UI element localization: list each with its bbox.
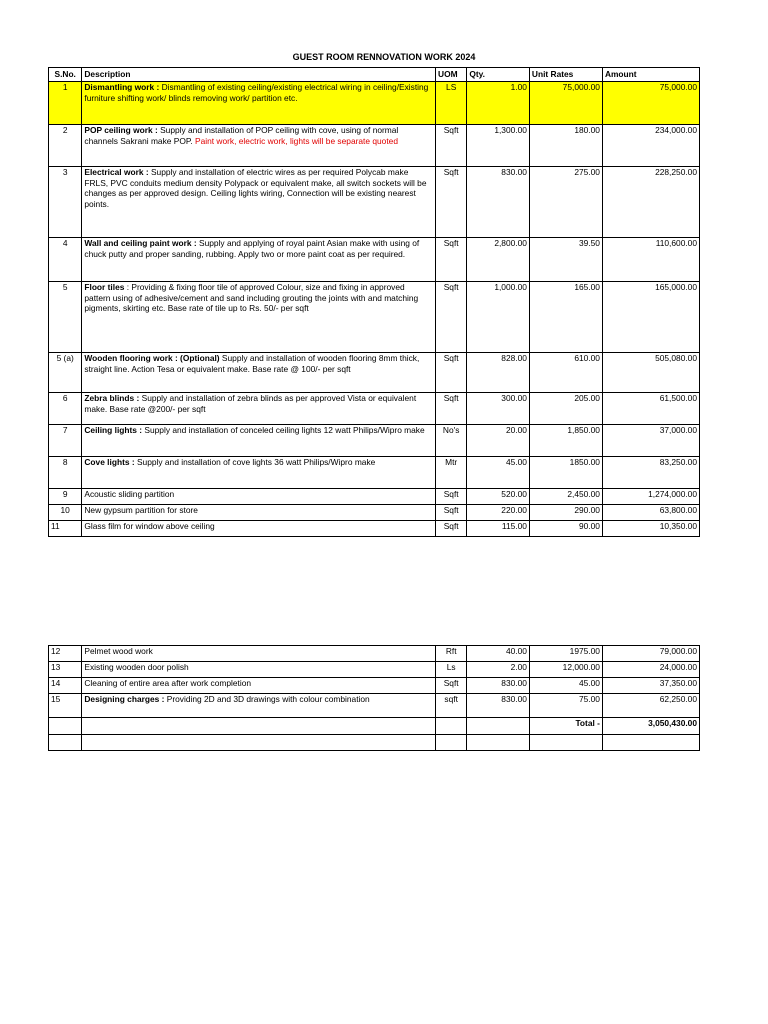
row-sno: 10: [49, 505, 82, 521]
item-description: Supply and installation of cove lights 36 watt Philips/Wipro make: [134, 457, 376, 467]
row-unit-rate: 290.00: [529, 505, 602, 521]
row-sno: 4: [49, 238, 82, 282]
row-qty: 115.00: [467, 521, 530, 537]
total-row: [49, 718, 700, 735]
row-description: [82, 282, 436, 353]
item-title: Dismantling work :: [84, 82, 160, 92]
row-amount: 234,000.00: [602, 125, 699, 167]
row-amount: 10,350.00: [602, 521, 699, 537]
estimate-table: [48, 67, 700, 537]
row-description: [82, 662, 436, 678]
empty-cell: [467, 718, 530, 735]
row-qty: 1.00: [467, 82, 530, 125]
empty-cell: [49, 718, 82, 735]
table-row: [49, 82, 700, 125]
table-row: [49, 678, 700, 694]
row-uom: Sqft: [436, 282, 467, 353]
row-sno: 5 (a): [49, 353, 82, 393]
row-uom: Sqft: [436, 678, 467, 694]
empty-cell: [602, 735, 699, 751]
row-unit-rate: 610.00: [529, 353, 602, 393]
row-qty: 830.00: [467, 678, 530, 694]
row-description: [82, 82, 436, 125]
row-uom: Sqft: [436, 505, 467, 521]
row-unit-rate: 90.00: [529, 521, 602, 537]
table-row: [49, 694, 700, 718]
row-amount: 79,000.00: [602, 646, 699, 662]
row-qty: 2.00: [467, 662, 530, 678]
row-description: [82, 505, 436, 521]
item-description: Supply and applying of royal paint Asian make with using of chuck putty and proper sanding, rubbing. Apply two or more paint coat as per required.: [84, 238, 420, 259]
row-qty: 220.00: [467, 505, 530, 521]
item-description: Supply and installation of wooden flooring 8mm thick, straight line. Action Tesa or equivalent make. Base rate @ 100/- per sqft: [84, 353, 420, 374]
row-qty: 45.00: [467, 457, 530, 489]
item-description: Supply and installation of electric wires as per required Polycab make FRLS, PVC conduits medium density Polypack or equivalent make, all switch sockets will be changes as per approved design. Ceiling lights wiring, Connection will be existing nearest points.: [84, 167, 427, 209]
row-unit-rate: 205.00: [529, 393, 602, 425]
row-unit-rate: 1,850.00: [529, 425, 602, 457]
item-description: Glass film for window above ceiling: [84, 521, 215, 531]
item-description: Providing 2D and 3D drawings with colour combination: [164, 694, 370, 704]
row-uom: Sqft: [436, 489, 467, 505]
row-unit-rate: 275.00: [529, 167, 602, 238]
row-amount: 62,250.00: [602, 694, 699, 718]
row-amount: 505,080.00: [602, 353, 699, 393]
empty-cell: [436, 718, 467, 735]
item-title: Floor tiles: [84, 282, 125, 292]
row-uom: Rft: [436, 646, 467, 662]
empty-cell: [82, 718, 436, 735]
row-amount: 37,000.00: [602, 425, 699, 457]
row-unit-rate: 2,450.00: [529, 489, 602, 505]
table-row: [49, 167, 700, 238]
item-description: Existing wooden door polish: [84, 662, 189, 672]
header-row: [49, 68, 700, 82]
table-row: [49, 662, 700, 678]
item-title: Cove lights :: [84, 457, 135, 467]
empty-cell: [436, 735, 467, 751]
row-sno: 9: [49, 489, 82, 505]
empty-cell: [529, 735, 602, 751]
row-amount: 83,250.00: [602, 457, 699, 489]
row-qty: 40.00: [467, 646, 530, 662]
row-sno: 1: [49, 82, 82, 125]
table-row: [49, 521, 700, 537]
table-row: [49, 238, 700, 282]
row-amount: 110,600.00: [602, 238, 699, 282]
table-row: [49, 646, 700, 662]
table-row: [49, 425, 700, 457]
row-sno: 8: [49, 457, 82, 489]
row-qty: 300.00: [467, 393, 530, 425]
row-sno: 14: [49, 678, 82, 694]
item-title: Designing charges :: [84, 694, 165, 704]
row-amount: 165,000.00: [602, 282, 699, 353]
item-note: Paint work, electric work, lights will be separate quoted: [195, 135, 398, 146]
item-description: Cleaning of entire area after work completion: [84, 678, 252, 688]
row-unit-rate: 180.00: [529, 125, 602, 167]
row-uom: Ls: [436, 662, 467, 678]
row-description: [82, 694, 436, 718]
header-sno: S.No.: [49, 68, 82, 82]
row-sno: 6: [49, 393, 82, 425]
row-qty: 520.00: [467, 489, 530, 505]
row-amount: 37,350.00: [602, 678, 699, 694]
table-row: [49, 393, 700, 425]
item-description: Supply and installation of conceled ceiling lights 12 watt Philips/Wipro make: [142, 425, 425, 435]
row-sno: 11: [49, 521, 82, 537]
row-description: [82, 125, 436, 167]
row-sno: 3: [49, 167, 82, 238]
item-description: Acoustic sliding partition: [84, 489, 175, 499]
row-amount: 61,500.00: [602, 393, 699, 425]
row-unit-rate: 75,000.00: [529, 82, 602, 125]
empty-cell: [49, 735, 82, 751]
row-uom: Sqft: [436, 393, 467, 425]
row-description: [82, 393, 436, 425]
row-description: [82, 353, 436, 393]
row-amount: 63,800.00: [602, 505, 699, 521]
row-qty: 1,300.00: [467, 125, 530, 167]
table-row: [49, 489, 700, 505]
item-description: Supply and installation of POP ceiling with cove, using of normal channels Sakrani make POP.: [84, 125, 399, 146]
row-uom: Sqft: [436, 353, 467, 393]
row-description: [82, 646, 436, 662]
row-description: [82, 678, 436, 694]
row-description: [82, 521, 436, 537]
row-amount: 228,250.00: [602, 167, 699, 238]
row-description: [82, 425, 436, 457]
empty-cell: [82, 735, 436, 751]
row-description: [82, 167, 436, 238]
row-uom: Sqft: [436, 125, 467, 167]
empty-cell: [467, 735, 530, 751]
row-uom: Mtr: [436, 457, 467, 489]
item-description: New gypsum partition for store: [84, 505, 198, 515]
row-description: [82, 489, 436, 505]
row-unit-rate: 165.00: [529, 282, 602, 353]
row-uom: Sqft: [436, 238, 467, 282]
item-description: Dismantling of existing ceiling/existing electrical wiring in ceiling/Existing furniture shifting work/ blinds removing work/ partition etc.: [84, 82, 429, 103]
table-row: [49, 505, 700, 521]
row-qty: 2,800.00: [467, 238, 530, 282]
item-description: : Providing & fixing floor tile of approved Colour, size and fixing in approved pattern using of adhesive/cement and sand including grouting the joints with and matching pigments, skirting etc. Base rate of tile up to Rs. 50/- per sqft: [84, 282, 419, 313]
item-title: POP ceiling work :: [84, 125, 158, 135]
row-sno: 12: [49, 646, 82, 662]
row-unit-rate: 75.00: [529, 694, 602, 718]
row-description: [82, 457, 436, 489]
row-amount: 1,274,000.00: [602, 489, 699, 505]
row-uom: LS: [436, 82, 467, 125]
row-amount: 24,000.00: [602, 662, 699, 678]
row-uom: Sqft: [436, 167, 467, 238]
row-qty: 20.00: [467, 425, 530, 457]
header-unit-rates: Unit Rates: [529, 68, 602, 82]
table-row: [49, 457, 700, 489]
row-sno: 13: [49, 662, 82, 678]
row-amount: 75,000.00: [602, 82, 699, 125]
empty-row: [49, 735, 700, 751]
row-sno: 15: [49, 694, 82, 718]
row-unit-rate: 39.50: [529, 238, 602, 282]
row-sno: 7: [49, 425, 82, 457]
row-uom: sqft: [436, 694, 467, 718]
row-sno: 2: [49, 125, 82, 167]
table-row: [49, 125, 700, 167]
total-label: Total -: [529, 718, 602, 735]
header-uom: UOM: [436, 68, 467, 82]
table-row: [49, 282, 700, 353]
row-unit-rate: 45.00: [529, 678, 602, 694]
item-description: Pelmet wood work: [84, 646, 153, 656]
header-qty: Qty.: [467, 68, 530, 82]
row-qty: 830.00: [467, 694, 530, 718]
total-value: 3,050,430.00: [602, 718, 699, 735]
item-title: Wall and ceiling paint work :: [84, 238, 197, 248]
row-uom: No's: [436, 425, 467, 457]
row-qty: 830.00: [467, 167, 530, 238]
row-unit-rate: 1975.00: [529, 646, 602, 662]
item-title: Ceiling lights :: [84, 425, 143, 435]
sheet-title: GUEST ROOM RENNOVATION WORK 2024: [292, 52, 476, 62]
row-unit-rate: 12,000.00: [529, 662, 602, 678]
row-qty: 1,000.00: [467, 282, 530, 353]
item-title: Wooden flooring work : (Optional): [84, 353, 220, 363]
table-row: [49, 353, 700, 393]
item-title: Electrical work :: [84, 167, 149, 177]
row-uom: Sqft: [436, 521, 467, 537]
estimate-table-continued: [48, 645, 700, 751]
row-sno: 5: [49, 282, 82, 353]
header-amount: Amount: [602, 68, 699, 82]
row-unit-rate: 1850.00: [529, 457, 602, 489]
item-description: Supply and installation of zebra blinds as per approved Vista or equivalent make. Base rate @200/- per sqft: [84, 393, 417, 414]
header-description: Description: [82, 68, 436, 82]
row-description: [82, 238, 436, 282]
row-qty: 828.00: [467, 353, 530, 393]
item-title: Zebra blinds :: [84, 393, 140, 403]
